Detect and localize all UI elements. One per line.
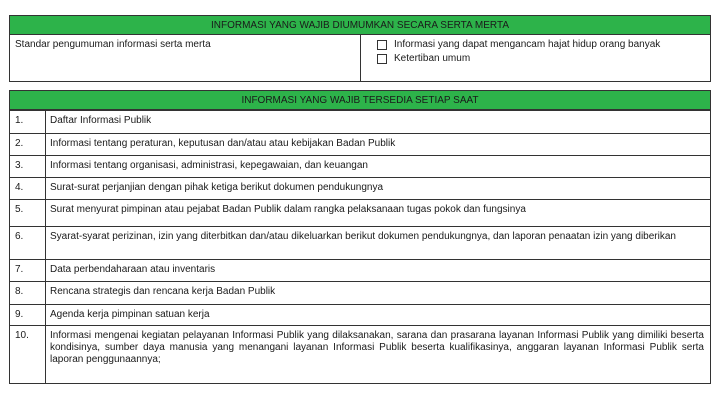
row-text: Surat menyurat pimpinan atau pejabat Badan Publik dalam rangka pelaksanaan tugas pokok dan fungsinya [46,200,711,227]
info-table [9,110,711,384]
row-text: Informasi tentang peraturan, keputusan dan/atau atau kebijakan Badan Publik [46,134,711,156]
row-number: 10. [10,326,46,384]
row-number: 8. [10,282,46,305]
row-text: Data perbendaharaan atau inventaris [46,260,711,282]
table-row [10,227,711,260]
checklist [361,35,710,81]
row-number: 4. [10,178,46,200]
checklist-item [377,39,702,50]
table-row [10,326,711,384]
section-header: INFORMASI YANG WAJIB TERSEDIA SETIAP SAAT [9,90,711,110]
row-text: Informasi mengenai kegiatan pelayanan Informasi Publik yang dilaksanakan, sarana dan prasarana layanan Informasi Publik yang dimiliki beserta kondisinya, sumber daya manusia yang menangani layanan Informasi Publik beserta kualifikasinya, anggaran layanan Informasi Publik serta laporan penggunaannya; [46,326,711,384]
table-row [10,178,711,200]
row-text: Informasi tentang organisasi, administrasi, kepegawaian, dan keuangan [46,156,711,178]
row-text: Rencana strategis dan rencana kerja Badan Publik [46,282,711,305]
table-row [10,200,711,227]
row-number: 3. [10,156,46,178]
row-number: 7. [10,260,46,282]
row-number: 1. [10,111,46,134]
checklist-item [377,53,702,64]
row-number: 2. [10,134,46,156]
row-text: Surat-surat perjanjian dengan pihak ketiga berikut dokumen pendukungnya [46,178,711,200]
table-row [10,156,711,178]
row-text: Daftar Informasi Publik [46,111,711,134]
table-row [10,260,711,282]
section-serta-merta [9,15,711,82]
row-text: Agenda kerja pimpinan satuan kerja [46,305,711,326]
row-number: 9. [10,305,46,326]
row-number: 6. [10,227,46,260]
checklist-label: Ketertiban umum [394,53,471,64]
table-row [10,111,711,134]
standard-label: Standar pengumuman informasi serta merta [10,35,361,81]
table-row [10,282,711,305]
row-text: Syarat-syarat perizinan, izin yang diterbitkan dan/atau dikeluarkan berikut dokumen pendukungnya, dan laporan penaatan izin yang diberikan [46,227,711,260]
section-header: INFORMASI YANG WAJIB DIUMUMKAN SECARA SERTA MERTA [9,15,711,35]
table-row [10,305,711,326]
checkbox-icon [377,54,387,64]
table-row [10,134,711,156]
checklist-label: Informasi yang dapat mengancam hajat hidup orang banyak [394,39,661,50]
checkbox-icon [377,40,387,50]
row-number: 5. [10,200,46,227]
section-setiap-saat [9,90,711,384]
section-row [9,35,711,82]
